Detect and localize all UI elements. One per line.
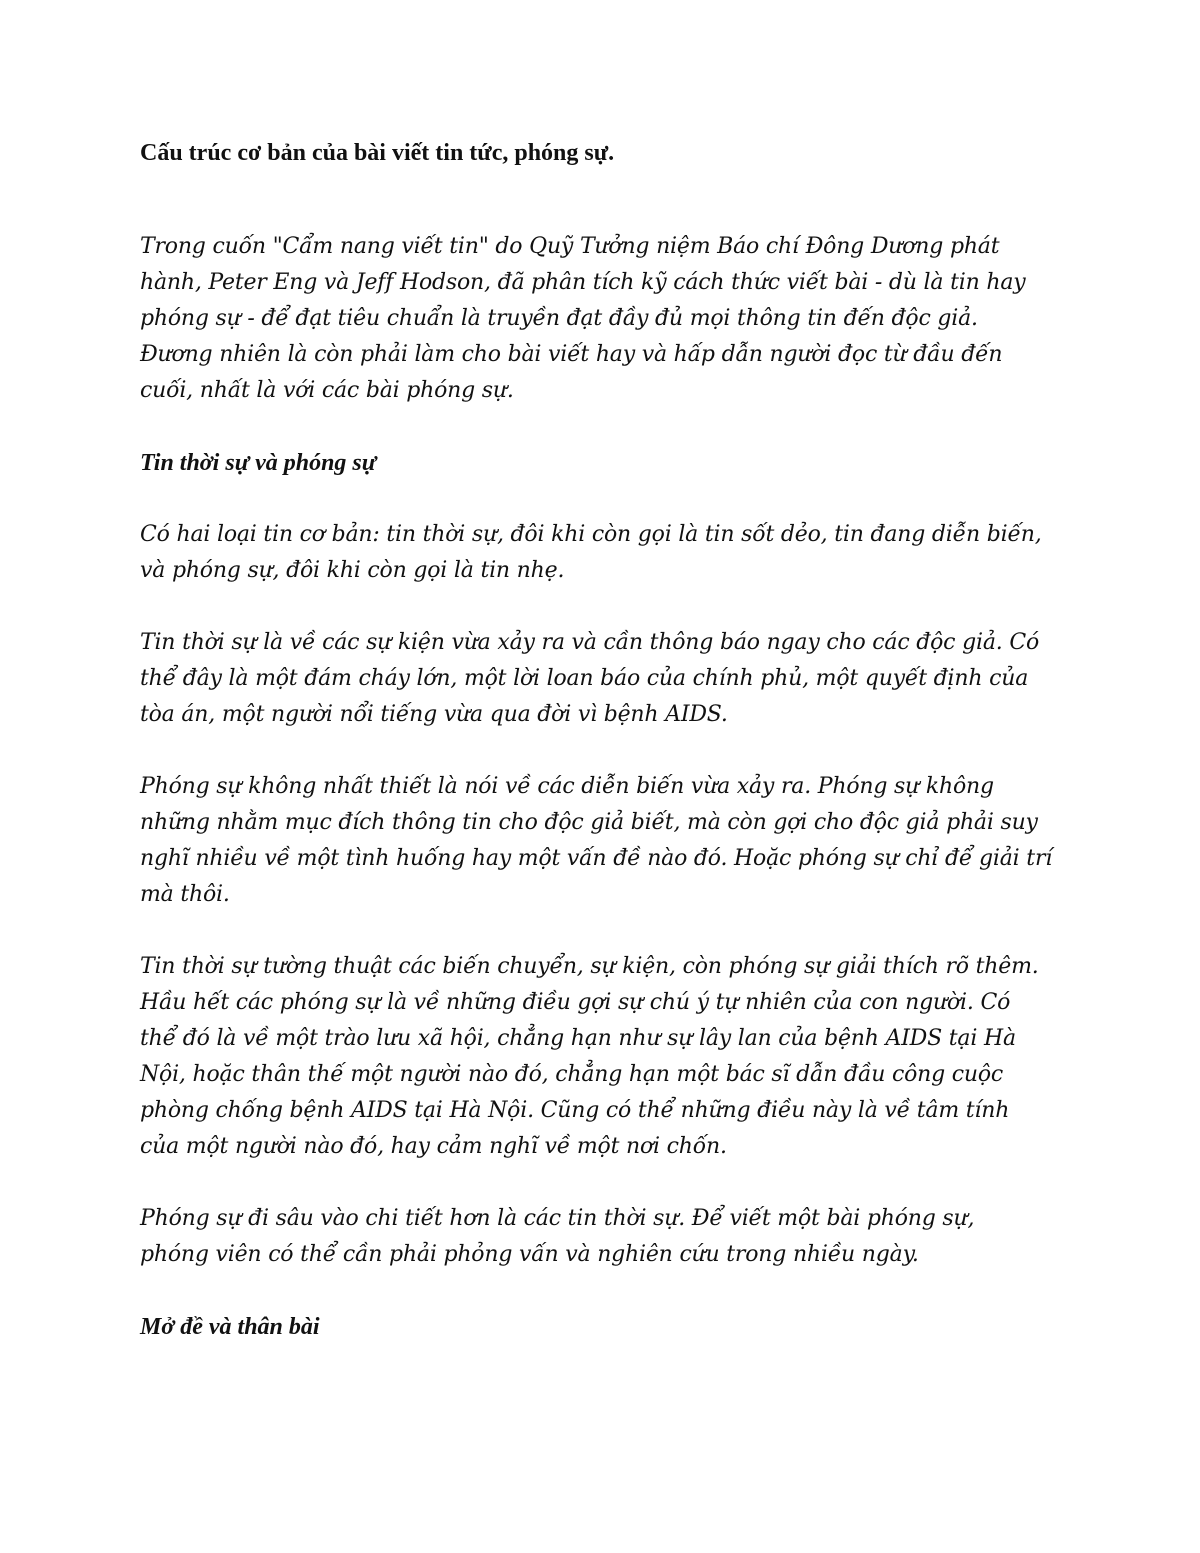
- paragraph-line: mà thôi.: [140, 882, 230, 907]
- paragraph-line: và phóng sự, đôi khi còn gọi là tin nhẹ.: [140, 558, 565, 583]
- paragraph-line: của một người nào đó, hay cảm nghĩ về một nơi chốn.: [140, 1134, 727, 1159]
- paragraph-hard-news: [140, 625, 1080, 733]
- paragraph-line: thể đó là về một trào lưu xã hội, chẳng hạn như sự lây lan của bệnh AIDS tại Hà: [140, 1026, 1016, 1051]
- paragraph-line: cuối, nhất là với các bài phóng sự.: [140, 378, 514, 403]
- paragraph-line: Phóng sự không nhất thiết là nói về các diễn biến vừa xảy ra. Phóng sự không: [140, 774, 994, 799]
- document-title: Cấu trúc cơ bản của bài viết tin tức, phóng sự.: [140, 140, 615, 166]
- paragraph-line: Nội, hoặc thân thế một người nào đó, chẳng hạn một bác sĩ dẫn đầu công cuộc: [140, 1062, 1004, 1087]
- paragraph-line: Có hai loại tin cơ bản: tin thời sự, đôi khi còn gọi là tin sốt dẻo, tin đang diễn biến,: [140, 522, 1042, 547]
- paragraph-intro: [140, 229, 1080, 409]
- paragraph-line: phóng viên có thể cần phải phỏng vấn và nghiên cứu trong nhiều ngày.: [140, 1242, 919, 1267]
- section-heading-lead-and-body: Mở đề và thân bài: [140, 1314, 320, 1340]
- paragraph-line: Tin thời sự tường thuật các biến chuyển, sự kiện, còn phóng sự giải thích rõ thêm.: [140, 954, 1039, 979]
- paragraph-line: Phóng sự đi sâu vào chi tiết hơn là các tin thời sự. Để viết một bài phóng sự,: [140, 1206, 975, 1231]
- section-heading-news-and-features: Tin thời sự và phóng sự: [140, 450, 377, 476]
- paragraph-line: Hầu hết các phóng sự là về những điều gợi sự chú ý tự nhiên của con người. Có: [140, 990, 1011, 1015]
- document-page: [140, 135, 1080, 1381]
- paragraph-line: nghĩ nhiều về một tình huống hay một vấn đề nào đó. Hoặc phóng sự chỉ để giải trí: [140, 846, 1053, 871]
- paragraph-line: Đương nhiên là còn phải làm cho bài viết hay và hấp dẫn người đọc từ đầu đến: [140, 342, 1003, 367]
- paragraph-features: [140, 769, 1080, 913]
- paragraph-line: Tin thời sự là về các sự kiện vừa xảy ra và cần thông báo ngay cho các độc giả. Có: [140, 630, 1039, 655]
- paragraph-depth: [140, 1201, 1080, 1273]
- paragraph-line: những nhằm mục đích thông tin cho độc giả biết, mà còn gợi cho độc giả phải suy: [140, 810, 1038, 835]
- paragraph-line: phòng chống bệnh AIDS tại Hà Nội. Cũng có thể những điều này là về tâm tính: [140, 1098, 1010, 1123]
- paragraph-two-types: [140, 517, 1080, 589]
- paragraph-line: hành, Peter Eng và Jeff Hodson, đã phân tích kỹ cách thức viết bài - dù là tin hay: [140, 270, 1026, 295]
- paragraph-line: phóng sự - để đạt tiêu chuẩn là truyền đạt đầy đủ mọi thông tin đến độc giả.: [140, 306, 978, 331]
- paragraph-comparison: [140, 949, 1080, 1165]
- paragraph-line: thể đây là một đám cháy lớn, một lời loan báo của chính phủ, một quyết định của: [140, 666, 1029, 691]
- paragraph-line: tòa án, một người nổi tiếng vừa qua đời vì bệnh AIDS.: [140, 702, 728, 727]
- paragraph-line: Trong cuốn "Cẩm nang viết tin" do Quỹ Tưởng niệm Báo chí Đông Dương phát: [140, 234, 1000, 259]
